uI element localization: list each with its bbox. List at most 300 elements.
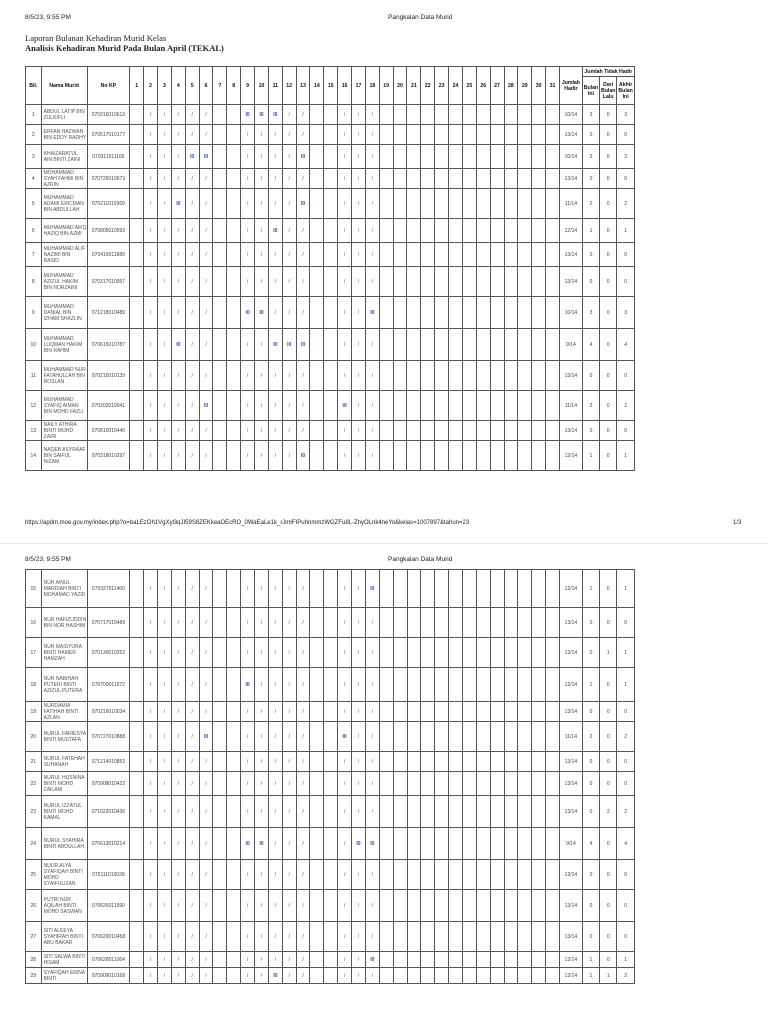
- col-day: 13: [296, 67, 310, 105]
- present-mark: /: [158, 952, 172, 968]
- col-day: 17: [352, 67, 366, 105]
- present-mark: /: [338, 219, 352, 243]
- row-bil: 28: [26, 952, 42, 968]
- day-cell: [213, 638, 227, 668]
- row-akhir-bulan-ini: 2: [617, 189, 635, 219]
- row-akhir-bulan-ini: 0: [617, 772, 635, 796]
- day-cell: [546, 329, 560, 361]
- row-bil: 9: [26, 297, 42, 329]
- day-cell: [449, 772, 463, 796]
- day-cell: [421, 105, 435, 125]
- present-mark: /: [268, 828, 282, 860]
- col-day: 24: [449, 67, 463, 105]
- row-akhir-bulan-ini: 0: [617, 361, 635, 391]
- day-cell: [462, 772, 476, 796]
- row-dari-bulan-lalu: 0: [600, 391, 617, 421]
- table-row: [26, 668, 635, 702]
- day-cell: [532, 169, 546, 189]
- present-mark: /: [268, 722, 282, 752]
- present-mark: /: [144, 421, 158, 441]
- row-bulan-ini: 0: [582, 796, 599, 828]
- present-mark: /: [282, 243, 296, 267]
- day-cell: [379, 243, 393, 267]
- row-dari-bulan-lalu: 0: [600, 570, 617, 608]
- present-mark: /: [144, 219, 158, 243]
- day-cell: [532, 608, 546, 638]
- day-cell: [532, 860, 546, 890]
- day-cell: [532, 638, 546, 668]
- day-cell: [407, 125, 421, 145]
- present-mark: /: [171, 105, 185, 125]
- table-row: [26, 105, 635, 125]
- day-cell: [213, 421, 227, 441]
- day-cell: [518, 329, 532, 361]
- col-day: 5: [185, 67, 199, 105]
- present-mark: /: [171, 570, 185, 608]
- day-cell: [490, 922, 504, 952]
- day-cell: [546, 796, 560, 828]
- day-cell: [476, 752, 490, 772]
- day-cell: [227, 722, 241, 752]
- day-cell: [504, 297, 518, 329]
- day-cell: [532, 702, 546, 722]
- day-cell: [227, 329, 241, 361]
- present-mark: /: [241, 638, 255, 668]
- row-nama: ERFAN HAZWAN BIN EDDY RADHY: [41, 125, 87, 145]
- day-cell: [213, 952, 227, 968]
- day-cell: [546, 297, 560, 329]
- present-mark: /: [185, 421, 199, 441]
- report-subtitle: Analisis Kehadiran Murid Pada Bulan April (TEKAL): [25, 43, 224, 53]
- day-cell: [435, 189, 449, 219]
- day-cell: [449, 796, 463, 828]
- day-cell: [213, 189, 227, 219]
- row-nokp: 070810010440: [87, 421, 130, 441]
- row-nokp: 070318010297: [87, 441, 130, 471]
- day-cell: [213, 297, 227, 329]
- present-mark: /: [338, 952, 352, 968]
- col-day: 14: [310, 67, 324, 105]
- col-day: 7: [213, 67, 227, 105]
- day-cell: [546, 668, 560, 702]
- day-cell: [324, 361, 338, 391]
- day-cell: [504, 169, 518, 189]
- row-dari-bulan-lalu: 0: [600, 890, 617, 922]
- present-mark: /: [199, 297, 213, 329]
- day-cell: [213, 772, 227, 796]
- day-cell: [213, 890, 227, 922]
- day-cell: [421, 890, 435, 922]
- present-mark: /: [268, 796, 282, 828]
- row-nokp: 070211010369: [87, 189, 130, 219]
- day-cell: [324, 125, 338, 145]
- attendance-table-page1: [25, 66, 635, 471]
- present-mark: /: [296, 668, 310, 702]
- day-cell: [435, 105, 449, 125]
- day-cell: [532, 772, 546, 796]
- day-cell: [421, 668, 435, 702]
- day-cell: [490, 125, 504, 145]
- day-cell: [462, 796, 476, 828]
- present-mark: /: [338, 361, 352, 391]
- absent-mark: I0: [296, 441, 310, 471]
- day-cell: [379, 145, 393, 169]
- present-mark: /: [255, 329, 269, 361]
- row-bulan-ini: 0: [582, 421, 599, 441]
- present-mark: /: [255, 421, 269, 441]
- row-dari-bulan-lalu: 0: [600, 608, 617, 638]
- day-cell: [393, 608, 407, 638]
- day-cell: [130, 570, 144, 608]
- present-mark: /: [144, 441, 158, 471]
- present-mark: /: [144, 668, 158, 702]
- day-cell: [310, 860, 324, 890]
- present-mark: /: [282, 570, 296, 608]
- present-mark: /: [255, 441, 269, 471]
- present-mark: /: [352, 421, 366, 441]
- day-cell: [462, 125, 476, 145]
- row-bulan-ini: 0: [582, 752, 599, 772]
- day-cell: [379, 125, 393, 145]
- present-mark: /: [282, 796, 296, 828]
- day-cell: [476, 772, 490, 796]
- day-cell: [407, 105, 421, 125]
- present-mark: /: [365, 125, 379, 145]
- day-cell: [393, 329, 407, 361]
- row-bil: 20: [26, 722, 42, 752]
- table-row: [26, 145, 635, 169]
- row-bil: 21: [26, 752, 42, 772]
- day-cell: [213, 860, 227, 890]
- table-row: [26, 922, 635, 952]
- day-cell: [324, 952, 338, 968]
- day-cell: [462, 668, 476, 702]
- day-cell: [324, 922, 338, 952]
- day-cell: [518, 297, 532, 329]
- day-cell: [449, 968, 463, 984]
- row-nama: NAILY ATHIRA BINTI MOHD ZAIRI: [41, 421, 87, 441]
- absent-mark: I0: [365, 570, 379, 608]
- present-mark: /: [268, 391, 282, 421]
- row-akhir-bulan-ini: 0: [617, 421, 635, 441]
- day-cell: [546, 421, 560, 441]
- present-mark: /: [296, 922, 310, 952]
- col-day: 20: [393, 67, 407, 105]
- day-cell: [462, 968, 476, 984]
- present-mark: /: [158, 796, 172, 828]
- present-mark: /: [352, 952, 366, 968]
- absent-mark: I0: [365, 828, 379, 860]
- table-row: [26, 722, 635, 752]
- col-day: 22: [421, 67, 435, 105]
- present-mark: /: [282, 722, 296, 752]
- day-cell: [546, 391, 560, 421]
- day-cell: [130, 638, 144, 668]
- col-day: 19: [379, 67, 393, 105]
- day-cell: [130, 441, 144, 471]
- col-nama: Nama Murid: [41, 67, 87, 105]
- row-bulan-ini: 4: [582, 828, 599, 860]
- row-bulan-ini: 0: [582, 860, 599, 890]
- day-cell: [435, 125, 449, 145]
- day-cell: [490, 668, 504, 702]
- absent-mark: I0: [241, 105, 255, 125]
- present-mark: /: [158, 570, 172, 608]
- row-akhir-bulan-ini: 3: [617, 145, 635, 169]
- row-bil: 17: [26, 638, 42, 668]
- present-mark: /: [268, 570, 282, 608]
- present-mark: /: [338, 638, 352, 668]
- absent-mark: I0: [241, 828, 255, 860]
- present-mark: /: [282, 219, 296, 243]
- day-cell: [518, 796, 532, 828]
- table-row: [26, 267, 635, 297]
- day-cell: [532, 828, 546, 860]
- present-mark: /: [365, 189, 379, 219]
- col-day: 18: [365, 67, 379, 105]
- present-mark: /: [241, 608, 255, 638]
- present-mark: /: [268, 297, 282, 329]
- day-cell: [130, 772, 144, 796]
- present-mark: /: [171, 796, 185, 828]
- day-cell: [532, 189, 546, 219]
- col-day: 10: [255, 67, 269, 105]
- present-mark: /: [352, 608, 366, 638]
- row-nama: MUHAMMAD DANIAL BIN IZHAM SHAZLIN: [41, 297, 87, 329]
- row-nama: MUHAMMAD LUQMAN HAKIM BIN RAHIM: [41, 329, 87, 361]
- row-nama: MUHAMMAD AZIZUL HAKIM BIN NORZAINI: [41, 267, 87, 297]
- day-cell: [490, 722, 504, 752]
- day-cell: [310, 297, 324, 329]
- day-cell: [504, 608, 518, 638]
- day-cell: [532, 922, 546, 952]
- present-mark: /: [171, 441, 185, 471]
- present-mark: /: [338, 608, 352, 638]
- day-cell: [532, 722, 546, 752]
- day-cell: [490, 243, 504, 267]
- row-dari-bulan-lalu: 0: [600, 860, 617, 890]
- present-mark: /: [185, 297, 199, 329]
- row-dari-bulan-lalu: 1: [600, 638, 617, 668]
- present-mark: /: [185, 702, 199, 722]
- present-mark: /: [144, 125, 158, 145]
- day-cell: [407, 169, 421, 189]
- day-cell: [421, 796, 435, 828]
- day-cell: [462, 219, 476, 243]
- row-bulan-ini: 0: [582, 267, 599, 297]
- day-cell: [462, 608, 476, 638]
- present-mark: /: [352, 860, 366, 890]
- present-mark: /: [241, 125, 255, 145]
- day-cell: [130, 952, 144, 968]
- present-mark: /: [185, 361, 199, 391]
- absent-mark: I0: [268, 219, 282, 243]
- day-cell: [546, 361, 560, 391]
- row-nama: SYAFIQAH ERINA BINTI: [41, 968, 87, 984]
- present-mark: /: [365, 105, 379, 125]
- present-mark: /: [282, 297, 296, 329]
- day-cell: [546, 772, 560, 796]
- present-mark: /: [365, 169, 379, 189]
- day-cell: [227, 752, 241, 772]
- present-mark: /: [268, 922, 282, 952]
- present-mark: /: [296, 243, 310, 267]
- present-mark: /: [255, 796, 269, 828]
- row-jumlah-hadir: 13/14: [559, 890, 582, 922]
- row-jumlah-hadir: 10/14: [559, 105, 582, 125]
- day-cell: [518, 243, 532, 267]
- present-mark: /: [158, 860, 172, 890]
- row-nokp: 070215010139: [87, 361, 130, 391]
- day-cell: [393, 441, 407, 471]
- row-akhir-bulan-ini: 0: [617, 752, 635, 772]
- row-bil: 16: [26, 608, 42, 638]
- day-cell: [407, 391, 421, 421]
- day-cell: [462, 391, 476, 421]
- col-day: 4: [171, 67, 185, 105]
- col-bulan-ini: Bulan Ini: [582, 77, 599, 105]
- day-cell: [504, 243, 518, 267]
- day-cell: [490, 890, 504, 922]
- day-cell: [393, 361, 407, 391]
- day-cell: [421, 361, 435, 391]
- day-cell: [324, 702, 338, 722]
- day-cell: [518, 361, 532, 391]
- present-mark: /: [365, 752, 379, 772]
- day-cell: [407, 752, 421, 772]
- day-cell: [407, 922, 421, 952]
- day-cell: [324, 219, 338, 243]
- present-mark: /: [158, 922, 172, 952]
- present-mark: /: [352, 668, 366, 702]
- day-cell: [379, 860, 393, 890]
- day-cell: [532, 105, 546, 125]
- col-day: 31: [546, 67, 560, 105]
- day-cell: [532, 219, 546, 243]
- day-cell: [421, 391, 435, 421]
- present-mark: /: [241, 570, 255, 608]
- present-mark: /: [185, 219, 199, 243]
- day-cell: [435, 169, 449, 189]
- present-mark: /: [255, 189, 269, 219]
- day-cell: [310, 952, 324, 968]
- present-mark: /: [338, 189, 352, 219]
- present-mark: /: [199, 441, 213, 471]
- row-nama: MUHAMMAD ALIF NAZIMI BIN RASID: [41, 243, 87, 267]
- row-dari-bulan-lalu: 0: [600, 772, 617, 796]
- row-jumlah-hadir: 13/14: [559, 361, 582, 391]
- row-jumlah-hadir: 11/14: [559, 391, 582, 421]
- present-mark: /: [296, 796, 310, 828]
- present-mark: /: [199, 421, 213, 441]
- day-cell: [449, 329, 463, 361]
- day-cell: [449, 391, 463, 421]
- table-row: [26, 952, 635, 968]
- present-mark: /: [171, 608, 185, 638]
- page-number: 1/3: [733, 520, 742, 526]
- present-mark: /: [282, 968, 296, 984]
- present-mark: /: [296, 722, 310, 752]
- present-mark: /: [171, 391, 185, 421]
- day-cell: [393, 860, 407, 890]
- day-cell: [476, 968, 490, 984]
- day-cell: [546, 441, 560, 471]
- day-cell: [324, 169, 338, 189]
- present-mark: /: [268, 668, 282, 702]
- day-cell: [310, 189, 324, 219]
- present-mark: /: [199, 702, 213, 722]
- present-mark: /: [296, 608, 310, 638]
- day-cell: [227, 570, 241, 608]
- present-mark: /: [365, 890, 379, 922]
- row-bil: 13: [26, 421, 42, 441]
- day-cell: [421, 297, 435, 329]
- day-cell: [393, 219, 407, 243]
- day-cell: [490, 297, 504, 329]
- day-cell: [518, 752, 532, 772]
- present-mark: /: [352, 796, 366, 828]
- row-bil: 5: [26, 189, 42, 219]
- day-cell: [490, 968, 504, 984]
- day-cell: [379, 968, 393, 984]
- day-cell: [504, 638, 518, 668]
- absent-mark: I0: [241, 297, 255, 329]
- day-cell: [532, 668, 546, 702]
- present-mark: /: [158, 219, 172, 243]
- day-cell: [407, 219, 421, 243]
- row-jumlah-hadir: 13/14: [559, 169, 582, 189]
- col-day: 30: [532, 67, 546, 105]
- day-cell: [227, 952, 241, 968]
- present-mark: /: [199, 922, 213, 952]
- present-mark: /: [158, 267, 172, 297]
- day-cell: [532, 145, 546, 169]
- day-cell: [393, 968, 407, 984]
- day-cell: [546, 860, 560, 890]
- day-cell: [518, 638, 532, 668]
- day-cell: [130, 361, 144, 391]
- present-mark: /: [241, 421, 255, 441]
- day-cell: [449, 361, 463, 391]
- day-cell: [421, 570, 435, 608]
- day-cell: [462, 361, 476, 391]
- day-cell: [393, 722, 407, 752]
- absent-mark: I0: [296, 189, 310, 219]
- row-bil: 25: [26, 860, 42, 890]
- day-cell: [462, 922, 476, 952]
- day-cell: [379, 189, 393, 219]
- day-cell: [407, 668, 421, 702]
- day-cell: [310, 890, 324, 922]
- day-cell: [379, 570, 393, 608]
- day-cell: [476, 828, 490, 860]
- row-bulan-ini: 1: [582, 968, 599, 984]
- present-mark: /: [296, 702, 310, 722]
- present-mark: /: [352, 125, 366, 145]
- day-cell: [504, 668, 518, 702]
- present-mark: /: [171, 421, 185, 441]
- present-mark: /: [282, 145, 296, 169]
- day-cell: [435, 441, 449, 471]
- day-cell: [490, 421, 504, 441]
- day-cell: [227, 668, 241, 702]
- row-bil: 12: [26, 391, 42, 421]
- day-cell: [546, 145, 560, 169]
- day-cell: [130, 421, 144, 441]
- row-nama: KHAIZARATUL AIN BINTI ZAINI: [41, 145, 87, 169]
- day-cell: [393, 391, 407, 421]
- day-cell: [449, 828, 463, 860]
